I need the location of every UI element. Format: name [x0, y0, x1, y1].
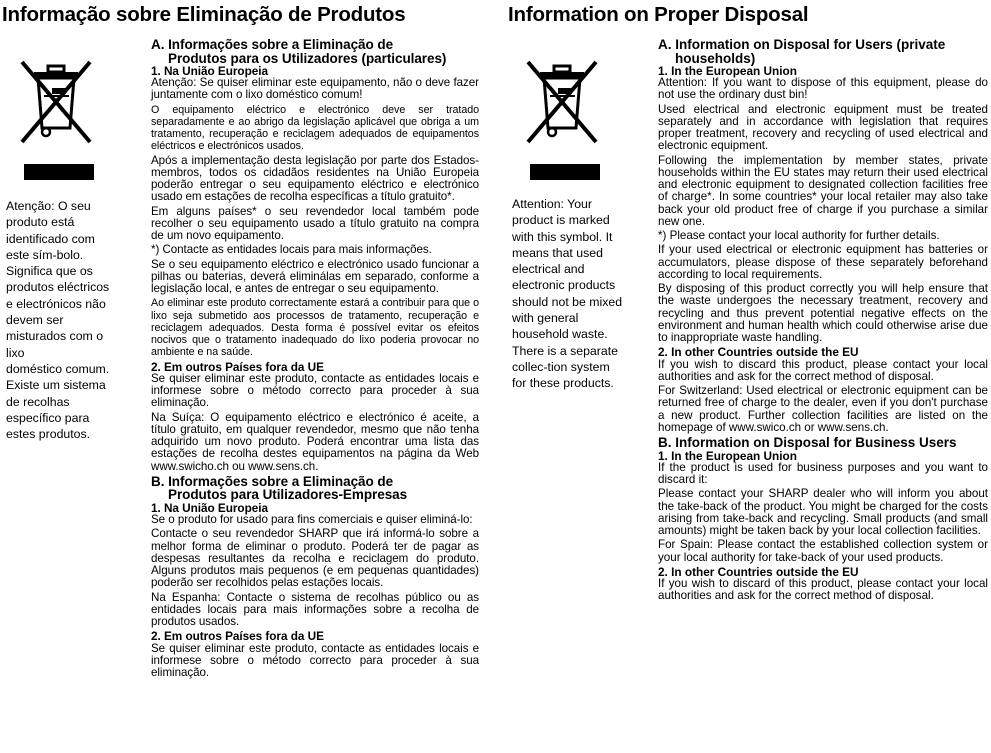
- paragraph: For Spain: Please contact the established collection system or your local authority for take-back of your used products.: [658, 538, 988, 564]
- paragraph: By disposing of this product correctly you will help ensure that the waste undergoes the necessary treatment, recovery and recycling and thus prevent potential negative effects on the environment and human health which could otherwise arise due to inappropriate waste handling.: [658, 282, 988, 345]
- crossed-out-bin-icon: [520, 58, 604, 187]
- section-a2-heading: 2. Em outros Países fora da UE: [151, 359, 324, 374]
- paragraph: Se o seu equipamento eléctrico e electrónico usado funcionar a pilhas ou baterias, deverá eliminálas em separado, conforme a legislação local, e antes de entregar o seu equipamento.: [151, 257, 479, 296]
- paragraph: *) Contacte as entidades locais para mais informações.: [151, 243, 432, 257]
- paragraph: Following the implementation by member states, private households within the EU states may return their used electrical and electronic equipment to designated collection facilities free of charge*. In some countries* your local retailer may also take back your old product free of charge if you purchase a similar new one.: [658, 153, 988, 228]
- paragraph: Em alguns países* o seu revendedor local também pode recolher o seu equipamento usado a título gratuito na compra de um novo equipamento.: [151, 204, 479, 243]
- section-a-heading: A. Information on Disposal for Users (private households): [658, 37, 946, 66]
- section-b2-heading: 2. Em outros Países fora da UE: [151, 629, 324, 644]
- paragraph: If your used electrical or electronic equipment has batteries or accumulators, please dispose of these separately beforehand according to local requirements.: [658, 243, 988, 281]
- paragraph: Se o produto for usado para fins comerciais e quiser eliminá-lo:: [151, 513, 473, 527]
- paragraph: Se quiser eliminar este produto, contacte as entidades locais e informese sobre o método correcto para proceder à sua eliminação.: [151, 371, 479, 410]
- paragraph: Attention: If you want to dispose of this equipment, please do not use the ordinary dust bin!: [658, 76, 988, 102]
- section-a1-heading: 1. In the European Union: [658, 64, 797, 78]
- section-b-heading: B. Informações sobre a Eliminação de Produtos para Utilizadores-Empresas: [151, 473, 408, 503]
- section-a-heading: A. Informações sobre a Eliminação de Produtos para os Utilizadores (particulares): [151, 37, 447, 66]
- paragraph: If you wish to discard of this product, please contact your local authorities and ask for the correct method of disposal.: [658, 577, 988, 603]
- paragraph: If you wish to discard this product, please contact your local authorities and ask for the correct method of disposal.: [658, 357, 988, 383]
- paragraph: *) Please contact your local authority for further details.: [658, 229, 940, 243]
- page-title-portuguese: Informação sobre Eliminação de Produtos: [2, 3, 406, 26]
- paragraph: For Switzerland: Used electrical or electronic equipment can be returned free of charge to the dealer, even if you don't purchase a new product. Further collection facilities are listed on the homepage of www.swico.ch or www.sens.ch.: [658, 384, 988, 434]
- side-note-english: Attention: Your product is marked with this symbol. It means that used electrical and electronic products should not be mixed with general household waste. There is a separate collec-tion system for these products.: [512, 197, 623, 391]
- body-portuguese: [151, 38, 479, 681]
- section-b1-heading: 1. In the European Union: [658, 448, 797, 463]
- paragraph: Used electrical and electronic equipment must be treated separately and in accordance with legislation that requires proper treatment, recovery and recycling of used electrical and electronic equipment.: [658, 102, 988, 153]
- paragraph: Contacte o seu revendedor SHARP que irá informá-lo sobre a melhor forma de eliminar o produto. Poderá ter de pagar as despesas resultantes da recolha e reciclagem do produto. Alguns produtos mais pequenos (e em pequenas quantidades) poderão ser recolhidos pelas estações locais.: [151, 527, 479, 590]
- paragraph: If the product is used for business purposes and you want to discard it:: [658, 460, 988, 487]
- paragraph: Se quiser eliminar este produto, contacte as entidades locais e informese sobre o método correcto para proceder à sua eliminação.: [151, 641, 479, 680]
- section-a1-heading: 1. Na União Europeia: [151, 64, 268, 78]
- paragraph: Please contact your SHARP dealer who will inform you about the take-back of the product. You might be charged for the costs arising from take-back and recycling. Small products (and small amounts) might be taken back by your local collection facilities.: [658, 487, 988, 538]
- body-english: [658, 38, 988, 605]
- section-b1-heading: 1. Na União Europeia: [151, 500, 268, 515]
- section-a2-heading: 2. In other Countries outside the EU: [658, 345, 859, 360]
- paragraph: Atenção: Se quiser eliminar este equipamento, não o deve fazer juntamente com o lixo doméstico comum!: [151, 76, 479, 102]
- section-b2-heading: 2. In other Countries outside the EU: [658, 564, 859, 579]
- paragraph: Após a implementação desta legislação por parte dos Estados-membros, todos os cidadãos residentes na União Europeia poderão entregar o seu equipamento eléctrico e electrónico usado em estações de recolha específicas a título gratuito*.: [151, 153, 479, 204]
- page-title-english: Information on Proper Disposal: [508, 3, 809, 26]
- crossed-out-bin-icon: [14, 58, 98, 187]
- paragraph: Na Suíça: O equipamento eléctrico e electrónico é aceite, a título gratuito, em qualquer revendedor, mesmo que não tenha adquirido um novo produto. Poderá encontrar uma lista das estações de recolha destes equipamentos na página da Web www.swicho.ch ou www.sens.ch.: [151, 410, 479, 473]
- side-note-portuguese: Atenção: O seu produto está identificado com este sím-bolo. Significa que os produtos eléctricos e electrónicos não devem ser misturados com o lixo doméstico comum. Existe um sistema de recolhas específico para estes produtos.: [6, 199, 110, 442]
- section-b-heading: B. Information on Disposal for Business Users: [658, 435, 957, 451]
- paragraph: O equipamento eléctrico e electrónico deve ser tratado separadamente e ao abrigo da legislação aplicável que obriga a um tratamento, recuperação e reciclagem adequados de equipamentos eléctricos e electrónicos usados.: [151, 103, 479, 153]
- paragraph: Ao eliminar este produto correctamente estará a contribuir para que o lixo seja submetido aos processos de tratamento, recuperação e reciclagem adequados. Desta forma é possível evitar os efeitos nocivos que o tratamento inadequado do lixo poderia provocar no ambiente e na saúde.: [151, 297, 479, 359]
- paragraph: Na Espanha: Contacte o sistema de recolhas público ou as entidades locais para mais informações sobre a recolha de produtos usados.: [151, 590, 479, 629]
